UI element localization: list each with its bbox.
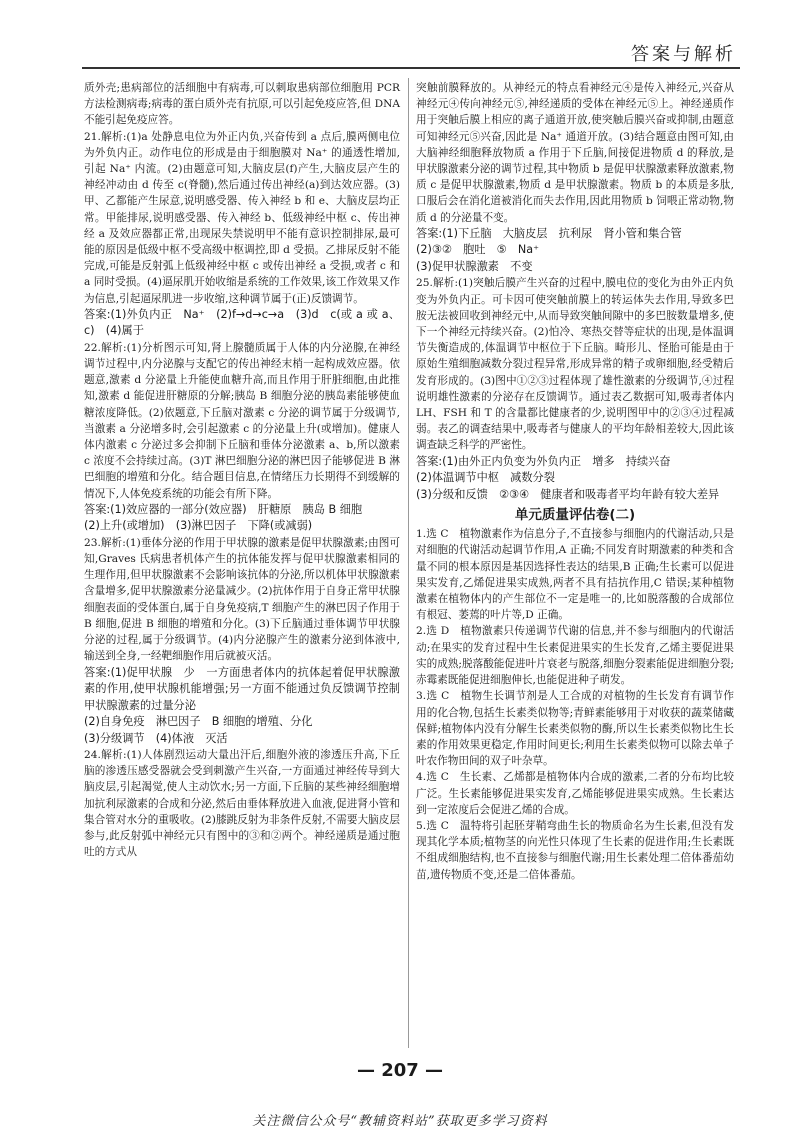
header-title: 答案与解析 <box>631 44 736 65</box>
text-paragraph: 2.选 D 植物激素只传递调节代谢的信息,并不参与细胞内的代谢活动;在果实的发育过程中生长素促进果实的生长发育,乙烯主要促进果实的成熟;脱落酸能促进叶片衰老与脱落,细胞分裂素能促进细胞分裂;赤霉素既能促进细胞伸长,也能促进种子萌发。 <box>416 625 734 687</box>
answer-paragraph: (3)分级调节 (4)体液 灭活 <box>84 731 228 745</box>
text-paragraph: 3.选 C 植物生长调节剂是人工合成的对植物的生长发育有调节作用的化合物,包括生长素类似物等;青鲜素能够用于对收获的蔬菜储藏保鲜;植物体内没有分解生长素类似物的酶,所以生长素类似物比生长素的作用效果更稳定,作用时间更长;利用生长素类似物可以除去单子叶农作物田间的双子叶杂草。 <box>416 690 734 768</box>
answer-paragraph: 答案:(1)效应器的一部分(效应器) 肝糖原 胰岛 B 细胞 <box>84 502 363 516</box>
section-title: 单元质量评估卷(二) <box>514 507 636 524</box>
left-column <box>84 80 400 860</box>
text-paragraph: 22.解析:(1)分析图示可知,肾上腺髓质属于人体的内分泌腺,在神经调节过程中,内分泌腺与支配它的传出神经末梢一起构成效应器。依题意,激素 d 分泌量上升能使血糖升高,而且作用于肝脏细胞,由此推知,激素 d 能促进肝糖原的分解;胰岛 B 细胞分泌的胰岛素能够使血糖浓度降低。(2)依题意,下丘脑对激素 c 分泌的调节属于分级调节,当激素 a 分泌增多时,会引起激素 c 的分泌量上升(或增加)。健康人体内激素 c 分泌过多会抑制下丘脑和垂体分泌激素 a、b,所以激素 c 浓度不会持续过高。(3)T 淋巴细胞分泌的淋巴因子能够促进 B 淋巴细胞的增殖和分化。结合题目信息,在情绪压力长期得不到缓解的情况下,人体免疫系统的功能会有所下降。 <box>84 341 400 500</box>
answer-paragraph: (2)体温调节中枢 减数分裂 <box>416 471 555 485</box>
text-paragraph: 4.选 C 生长素、乙烯都是植物体内合成的激素,二者的分布均比较广泛。生长素能够促进果实发育,乙烯能够促进果实成熟。生长素达到一定浓度后会促进乙烯的合成。 <box>416 771 734 816</box>
footer-note: 关注微信公众号“教辅资料站”获取更多学习资料 <box>252 1114 548 1129</box>
right-column <box>416 80 734 883</box>
answer-paragraph: 答案:(1)由外正内负变为外负内正 增多 持续兴奋 <box>416 454 671 468</box>
header-rule <box>82 67 740 69</box>
answer-paragraph: 答案:(1)下丘脑 大脑皮层 抗利尿 肾小管和集合管 <box>416 226 682 240</box>
answer-paragraph: (3)促甲状腺激素 不变 <box>416 259 533 273</box>
answer-paragraph: 答案:(1)促甲状腺 少 一方面患者体内的抗体起着促甲状腺激素的作用,使甲状腺机能增强;另一方面不能通过负反馈调节控制甲状腺激素的过量分泌 <box>84 665 400 712</box>
text-paragraph: 5.选 C 温特将引起胚芽鞘弯曲生长的物质命名为生长素,但没有发现其化学本质;植物茎的向光性只体现了生长素的促进作用;生长素既不组成细胞结构,也不直接参与细胞代谢;用生长素处理二倍体番茄幼苗,遗传物质不变,还是二倍体番茄。 <box>416 819 734 881</box>
column-divider <box>408 78 409 1048</box>
answer-paragraph: 答案:(1)外负内正 Na⁺ (2)f→d→c→a (3)d c(或 a 或 a、c) (4)属于 <box>84 307 400 338</box>
answer-paragraph: (2)自身免疫 淋巴因子 B 细胞的增殖、分化 <box>84 715 313 728</box>
text-paragraph: 1.选 C 植物激素作为信息分子,不直接参与细胞内的代谢活动,只是对细胞的代谢活动起调节作用,A 正确;不同发育时期激素的种类和含量不同的根本原因是基因选择性表达的结果,B 正确;生长素可以促进果实发育,乙烯促进果实成熟,两者不具有拮抗作用,C 错误;某种植物激素在植物体内的产生部位不一定是唯一的,比如脱落酸的合成部位有根冠、萎蔫的叶片等,D 正确。 <box>416 528 734 622</box>
text-paragraph: 质外壳;患病部位的活细胞中有病毒,可以刺取患病部位细胞用 PCR 方法检测病毒;病毒的蛋白质外壳有抗原,可以引起免疫应答,但 DNA 不能引起免疫应答。 <box>84 82 400 127</box>
text-paragraph: 23.解析:(1)垂体分泌的作用于甲状腺的激素是促甲状腺激素;由图可知,Graves 氏病患者机体产生的抗体能发挥与促甲状腺激素相同的生理作用,但甲状腺激素不会影响该抗体的分泌,所以机体甲状腺激素含量增多,促甲状腺激素分泌量减少。(2)抗体作用于自身正常甲状腺细胞表面的受体蛋白,属于自身免疫病,T 细胞产生的淋巴因子作用于 B 细胞,促进 B 细胞的增殖和分化。(3)下丘脑通过垂体调节甲状腺分泌的过程,属于分级调节。(4)内分泌腺产生的激素分泌到体液中,输送到全身,一经靶细胞作用后就被灭活。 <box>84 536 400 663</box>
answer-paragraph: (3)分级和反馈 ②③④ 健康者和吸毒者平均年龄有较大差异 <box>416 487 720 501</box>
text-paragraph: 突触前膜释放的。从神经元的特点看神经元④是传入神经元,兴奋从神经元④传向神经元⑤,神经递质的受体在神经元⑤上。神经递质作用于突触后膜上相应的离子通道开放,使突触后膜兴奋或抑制,由题意可知神经元⑤兴奋,因此是 Na⁺ 通道开放。(3)结合题意由图可知,由大脑神经细胞释放物质 a 作用于下丘脑,间接促进物质 d 的释放,是甲状腺激素分泌的调节过程,其中物质 b 是促甲状腺激素释放激素,物质 c 是促甲状腺激素,物质 d 是甲状腺激素。物质 b 的本质是多肽,口服后会在消化道被消化而失去作用,因此用物质 b 饲喂正常动物,物质 d 的分泌量不变。 <box>416 82 734 224</box>
text-paragraph: 21.解析:(1)a 处静息电位为外正内负,兴奋传到 a 点后,膜两侧电位为外负内正。动作电位的形成是由于细胞膜对 Na⁺ 的通透性增加,引起 Na⁺ 内流。(2)由题意可知,大脑皮层(f)产生,大脑皮层产生的神经冲动由 d 传至 c(脊髓),然后通过传出神经(a)到达效应器。(3)甲、乙都能产生尿意,说明感受器、传入神经 b 和 e、大脑皮层均正常。甲能排尿,说明感受器、传入神经 b、低级神经中枢 c、传出神经 a 及效应器都正常,出现尿失禁说明甲不能有意识控制排尿,最可能的原因是低级中枢不受高级中枢调控,即 d 受损。乙排尿反射不能完成,可能是反射弧上低级神经中枢 c 或传出神经 a 受损,或者 c 和 a 同时受损。(4)逼尿肌开始收缩是系统的工作效果,该工作效果又作为信息,引起逼尿肌进一步收缩,这种调节属于(正)反馈调节。 <box>84 130 400 305</box>
answer-paragraph: (2)③② 胞吐 ⑤ Na⁺ <box>416 243 540 257</box>
text-paragraph: 25.解析:(1)突触后膜产生兴奋的过程中,膜电位的变化为由外正内负变为外负内正。可卡因可使突触前膜上的转运体失去作用,导致多巴胺无法被回收到神经元中,从而导致突触间隙中的多巴胺数量增多,使下一个神经元持续兴奋。(2)怕冷、寒热交替等症状的出现,是体温调节失衡造成的,体温调节中枢位于下丘脑。畸形儿、怪胎可能是由于原始生殖细胞减数分裂过程异常,形成异常的精子或卵细胞,经受精后发育形成的。(3)图中①②③过程体现了雄性激素的分级调节,④过程说明雄性激素的分泌存在反馈调节。通过表乙数据可知,吸毒者体内 LH、FSH 和 T 的含量都比健康者的少,说明图甲中的②③④过程减弱。表乙的调查结果中,吸毒者与健康人的平均年龄相差较大,因此该调查缺乏科学的严密性。 <box>416 277 734 452</box>
page-number: — 207 — <box>356 1060 444 1081</box>
answer-paragraph: (2)上升(或增加) (3)淋巴因子 下降(或减弱) <box>84 519 313 533</box>
text-paragraph: 24.解析:(1)人体剧烈运动大量出汗后,细胞外液的渗透压升高,下丘脑的渗透压感受器就会受到刺激产生兴奋,一方面通过神经传导到大脑皮层,引起渴觉,使人主动饮水;另一方面,下丘脑的某些神经细胞增加抗利尿激素的合成和分泌,然后由垂体释放进入血液,促进肾小管和集合管对水分的重吸收。(2)膝跳反射为非条件反射,不需要大脑皮层参与,此反射弧中神经元只有图中的③和②两个。神经递质是通过胞吐的方式从 <box>84 749 400 859</box>
